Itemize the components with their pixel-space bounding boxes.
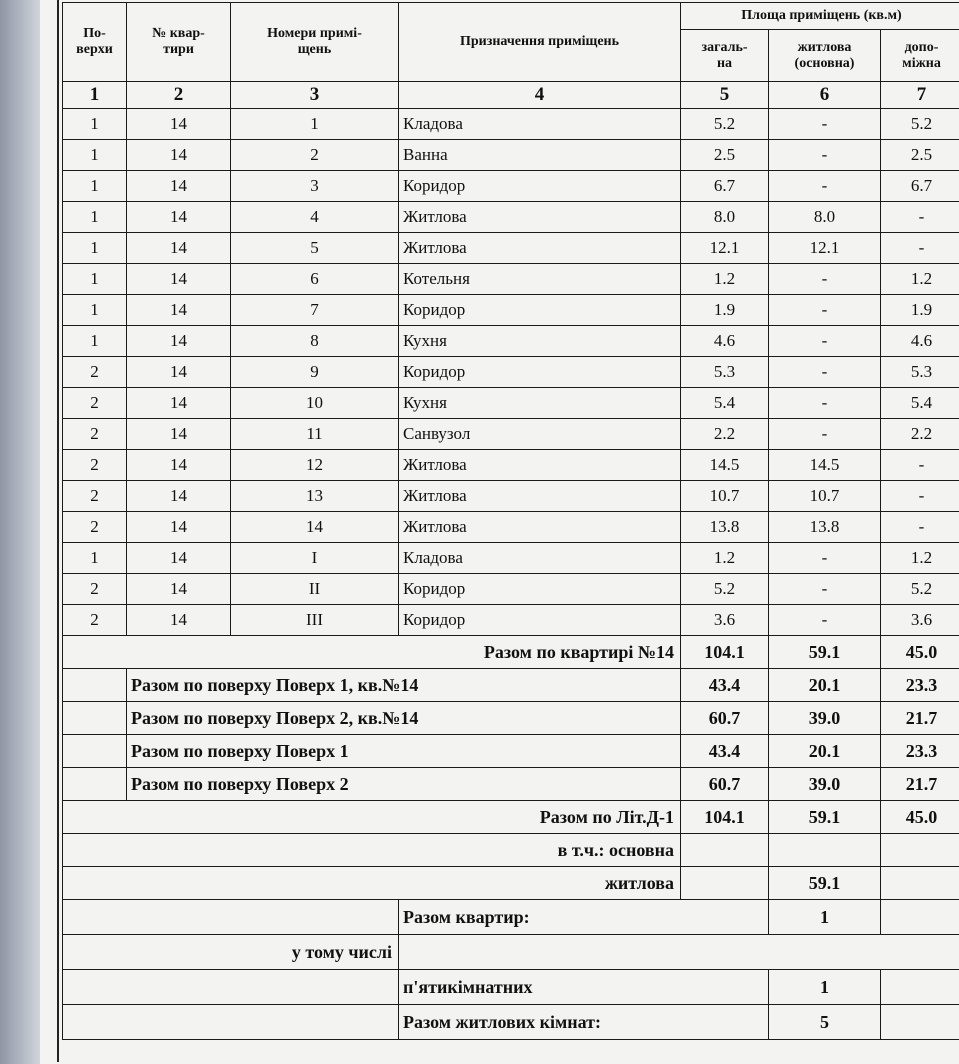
cell-purpose: Коридор xyxy=(399,171,681,202)
cell-total: 6.7 xyxy=(681,171,769,202)
cell-aux: - xyxy=(881,233,959,264)
cell-aux: 1.2 xyxy=(881,264,959,295)
table-row xyxy=(63,233,959,264)
column-number-row xyxy=(63,82,959,109)
cell-living: - xyxy=(769,357,881,388)
total-area: 104.1 xyxy=(681,801,769,834)
header-area-group: Площа приміщень (кв.м) xyxy=(681,3,959,30)
cell-purpose: Коридор xyxy=(399,605,681,636)
empty-cell xyxy=(63,970,399,1005)
table-row xyxy=(63,357,959,388)
table-row xyxy=(63,202,959,233)
cell-living: - xyxy=(769,326,881,357)
header-purpose: Призначення приміщень xyxy=(399,3,681,82)
subtotal-row-floor1 xyxy=(63,735,959,768)
living-rooms-value: 5 xyxy=(769,1005,881,1040)
cell-floor: 1 xyxy=(63,140,127,171)
living-area: 59.1 xyxy=(769,801,881,834)
cell-floor: 2 xyxy=(63,357,127,388)
cell-floor: 2 xyxy=(63,450,127,481)
cell-living: - xyxy=(769,543,881,574)
cell-purpose: Кухня xyxy=(399,326,681,357)
column-number: 4 xyxy=(399,82,681,109)
header-total: загаль- на xyxy=(681,30,769,82)
empty-cell xyxy=(881,834,959,867)
cell-room: 9 xyxy=(231,357,399,388)
cell-total: 5.2 xyxy=(681,109,769,140)
cell-living: 10.7 xyxy=(769,481,881,512)
cell-total: 12.1 xyxy=(681,233,769,264)
including-main-label: в т.ч.: основна xyxy=(63,834,681,867)
five-room-label: п'ятикімнатних xyxy=(399,970,769,1005)
table-row xyxy=(63,543,959,574)
aux-area: 21.7 xyxy=(881,702,959,735)
cell-aux: 3.6 xyxy=(881,605,959,636)
empty-cell xyxy=(881,970,959,1005)
header-floor: По- верхи xyxy=(63,3,127,82)
cell-floor: 1 xyxy=(63,295,127,326)
cell-floor: 1 xyxy=(63,264,127,295)
cell-room: 11 xyxy=(231,419,399,450)
cell-purpose: Житлова xyxy=(399,233,681,264)
cell-apt: 14 xyxy=(127,419,231,450)
aux-area: 23.3 xyxy=(881,669,959,702)
living-area: 39.0 xyxy=(769,702,881,735)
cell-aux: - xyxy=(881,202,959,233)
cell-floor: 1 xyxy=(63,543,127,574)
cell-aux: 2.2 xyxy=(881,419,959,450)
cell-total: 4.6 xyxy=(681,326,769,357)
subtotal-label: Разом по поверху Поверх 2, кв.№14 xyxy=(127,702,681,735)
cell-apt: 14 xyxy=(127,543,231,574)
cell-total: 8.0 xyxy=(681,202,769,233)
cell-aux: - xyxy=(881,481,959,512)
cell-floor: 2 xyxy=(63,512,127,543)
cell-aux: 5.4 xyxy=(881,388,959,419)
cell-room: 8 xyxy=(231,326,399,357)
cell-purpose: Житлова xyxy=(399,450,681,481)
cell-apt: 14 xyxy=(127,450,231,481)
table-row xyxy=(63,512,959,543)
column-number: 6 xyxy=(769,82,881,109)
indent-cell xyxy=(63,702,127,735)
table-row xyxy=(63,171,959,202)
cell-room: 14 xyxy=(231,512,399,543)
living-label: житлова xyxy=(63,867,681,900)
column-number: 5 xyxy=(681,82,769,109)
subtotal-row-floor1-apt xyxy=(63,669,959,702)
cell-purpose: Ванна xyxy=(399,140,681,171)
total-area: 43.4 xyxy=(681,735,769,768)
living-area: 39.0 xyxy=(769,768,881,801)
cell-aux: - xyxy=(881,512,959,543)
cell-floor: 1 xyxy=(63,326,127,357)
total-area: 60.7 xyxy=(681,702,769,735)
cell-total: 3.6 xyxy=(681,605,769,636)
apartments-row xyxy=(63,900,959,935)
cell-floor: 2 xyxy=(63,388,127,419)
table-row xyxy=(63,419,959,450)
cell-room: 5 xyxy=(231,233,399,264)
cell-purpose: Житлова xyxy=(399,481,681,512)
indent-cell xyxy=(63,669,127,702)
empty-cell xyxy=(63,1005,399,1040)
header-apartment: № квар- тири xyxy=(127,3,231,82)
cell-purpose: Коридор xyxy=(399,295,681,326)
cell-room: 6 xyxy=(231,264,399,295)
cell-living: 13.8 xyxy=(769,512,881,543)
cell-total: 10.7 xyxy=(681,481,769,512)
empty-cell xyxy=(681,867,769,900)
empty-cell xyxy=(881,900,959,935)
cell-aux: 5.3 xyxy=(881,357,959,388)
living-rooms-label: Разом житлових кімнат: xyxy=(399,1005,769,1040)
cell-floor: 2 xyxy=(63,481,127,512)
total-row-apartment xyxy=(63,636,959,669)
cell-room: 3 xyxy=(231,171,399,202)
cell-total: 1.2 xyxy=(681,543,769,574)
cell-total: 2.5 xyxy=(681,140,769,171)
cell-living: 8.0 xyxy=(769,202,881,233)
cell-floor: 1 xyxy=(63,233,127,264)
cell-apt: 14 xyxy=(127,295,231,326)
cell-room: 4 xyxy=(231,202,399,233)
cell-floor: 1 xyxy=(63,171,127,202)
cell-purpose: Кухня xyxy=(399,388,681,419)
cell-room: II xyxy=(231,574,399,605)
table-row xyxy=(63,605,959,636)
cell-total: 13.8 xyxy=(681,512,769,543)
aux-area: 23.3 xyxy=(881,735,959,768)
cell-aux: 4.6 xyxy=(881,326,959,357)
cell-purpose: Коридор xyxy=(399,574,681,605)
cell-floor: 2 xyxy=(63,605,127,636)
header-aux: допо- міжна xyxy=(881,30,959,82)
cell-purpose: Коридор xyxy=(399,357,681,388)
table-row xyxy=(63,140,959,171)
cell-living: - xyxy=(769,388,881,419)
cell-floor: 1 xyxy=(63,109,127,140)
total-area: 43.4 xyxy=(681,669,769,702)
apartments-label: Разом квартир: xyxy=(399,900,769,935)
cell-living: - xyxy=(769,171,881,202)
column-number: 7 xyxy=(881,82,959,109)
cell-apt: 14 xyxy=(127,605,231,636)
cell-total: 5.3 xyxy=(681,357,769,388)
empty-cell xyxy=(63,900,399,935)
cell-aux: 1.9 xyxy=(881,295,959,326)
subtotal-row-floor2-apt xyxy=(63,702,959,735)
cell-floor: 1 xyxy=(63,202,127,233)
table-row xyxy=(63,481,959,512)
column-number: 3 xyxy=(231,82,399,109)
subtotal-label: Разом по поверху Поверх 2 xyxy=(127,768,681,801)
cell-apt: 14 xyxy=(127,326,231,357)
aux-area: 45.0 xyxy=(881,636,959,669)
cell-purpose: Котельня xyxy=(399,264,681,295)
empty-cell xyxy=(881,867,959,900)
living-rooms-row xyxy=(63,1005,959,1040)
cell-room: 12 xyxy=(231,450,399,481)
header-rooms: Номери примі- щень xyxy=(231,3,399,82)
table-row xyxy=(63,326,959,357)
cell-room: 1 xyxy=(231,109,399,140)
cell-aux: 5.2 xyxy=(881,109,959,140)
cell-aux: 1.2 xyxy=(881,543,959,574)
cell-apt: 14 xyxy=(127,109,231,140)
cell-purpose: Житлова xyxy=(399,512,681,543)
table-row xyxy=(63,264,959,295)
cell-living: - xyxy=(769,140,881,171)
empty-cell xyxy=(681,834,769,867)
cell-apt: 14 xyxy=(127,357,231,388)
cell-living: - xyxy=(769,264,881,295)
empty-cell xyxy=(399,935,959,970)
including-label: у тому числі xyxy=(63,935,399,970)
total-label: Разом по квартирі №14 xyxy=(63,636,681,669)
table-row xyxy=(63,388,959,419)
empty-cell xyxy=(769,834,881,867)
cell-room: 10 xyxy=(231,388,399,419)
cell-apt: 14 xyxy=(127,512,231,543)
cell-purpose: Житлова xyxy=(399,202,681,233)
column-number: 2 xyxy=(127,82,231,109)
five-room-row xyxy=(63,970,959,1005)
total-row-lit xyxy=(63,801,959,834)
living-value: 59.1 xyxy=(769,867,881,900)
cell-apt: 14 xyxy=(127,481,231,512)
cell-total: 5.4 xyxy=(681,388,769,419)
cell-room: 2 xyxy=(231,140,399,171)
cell-floor: 2 xyxy=(63,574,127,605)
binder-edge xyxy=(0,0,40,1064)
total-label: Разом по Літ.Д-1 xyxy=(63,801,681,834)
header-living: житлова (основна) xyxy=(769,30,881,82)
cell-total: 1.2 xyxy=(681,264,769,295)
cell-aux: 2.5 xyxy=(881,140,959,171)
cell-room: 7 xyxy=(231,295,399,326)
cell-living: - xyxy=(769,109,881,140)
table-row xyxy=(63,109,959,140)
cell-apt: 14 xyxy=(127,140,231,171)
column-number: 1 xyxy=(63,82,127,109)
total-area: 104.1 xyxy=(681,636,769,669)
cell-apt: 14 xyxy=(127,574,231,605)
cell-living: 12.1 xyxy=(769,233,881,264)
including-main-row xyxy=(63,834,959,867)
cell-purpose: Кладова xyxy=(399,543,681,574)
cell-apt: 14 xyxy=(127,388,231,419)
empty-cell xyxy=(881,1005,959,1040)
five-room-value: 1 xyxy=(769,970,881,1005)
living-row xyxy=(63,867,959,900)
cell-apt: 14 xyxy=(127,171,231,202)
total-area: 60.7 xyxy=(681,768,769,801)
subtotal-label: Разом по поверху Поверх 1 xyxy=(127,735,681,768)
aux-area: 21.7 xyxy=(881,768,959,801)
room-area-table xyxy=(62,2,959,1040)
living-area: 20.1 xyxy=(769,669,881,702)
cell-living: - xyxy=(769,605,881,636)
cell-floor: 2 xyxy=(63,419,127,450)
including-row xyxy=(63,935,959,970)
apartments-value: 1 xyxy=(769,900,881,935)
subtotal-label: Разом по поверху Поверх 1, кв.№14 xyxy=(127,669,681,702)
aux-area: 45.0 xyxy=(881,801,959,834)
cell-room: I xyxy=(231,543,399,574)
cell-total: 1.9 xyxy=(681,295,769,326)
cell-apt: 14 xyxy=(127,233,231,264)
table-row xyxy=(63,450,959,481)
cell-aux: - xyxy=(881,450,959,481)
cell-total: 14.5 xyxy=(681,450,769,481)
cell-living: - xyxy=(769,419,881,450)
living-area: 59.1 xyxy=(769,636,881,669)
cell-apt: 14 xyxy=(127,202,231,233)
cell-aux: 6.7 xyxy=(881,171,959,202)
cell-total: 5.2 xyxy=(681,574,769,605)
cell-room: III xyxy=(231,605,399,636)
living-area: 20.1 xyxy=(769,735,881,768)
cell-total: 2.2 xyxy=(681,419,769,450)
indent-cell xyxy=(63,735,127,768)
cell-living: - xyxy=(769,295,881,326)
cell-purpose: Кладова xyxy=(399,109,681,140)
cell-purpose: Санвузол xyxy=(399,419,681,450)
cell-aux: 5.2 xyxy=(881,574,959,605)
table-row xyxy=(63,295,959,326)
cell-room: 13 xyxy=(231,481,399,512)
cell-living: - xyxy=(769,574,881,605)
cell-living: 14.5 xyxy=(769,450,881,481)
subtotal-row-floor2 xyxy=(63,768,959,801)
cell-apt: 14 xyxy=(127,264,231,295)
table-row xyxy=(63,574,959,605)
indent-cell xyxy=(63,768,127,801)
